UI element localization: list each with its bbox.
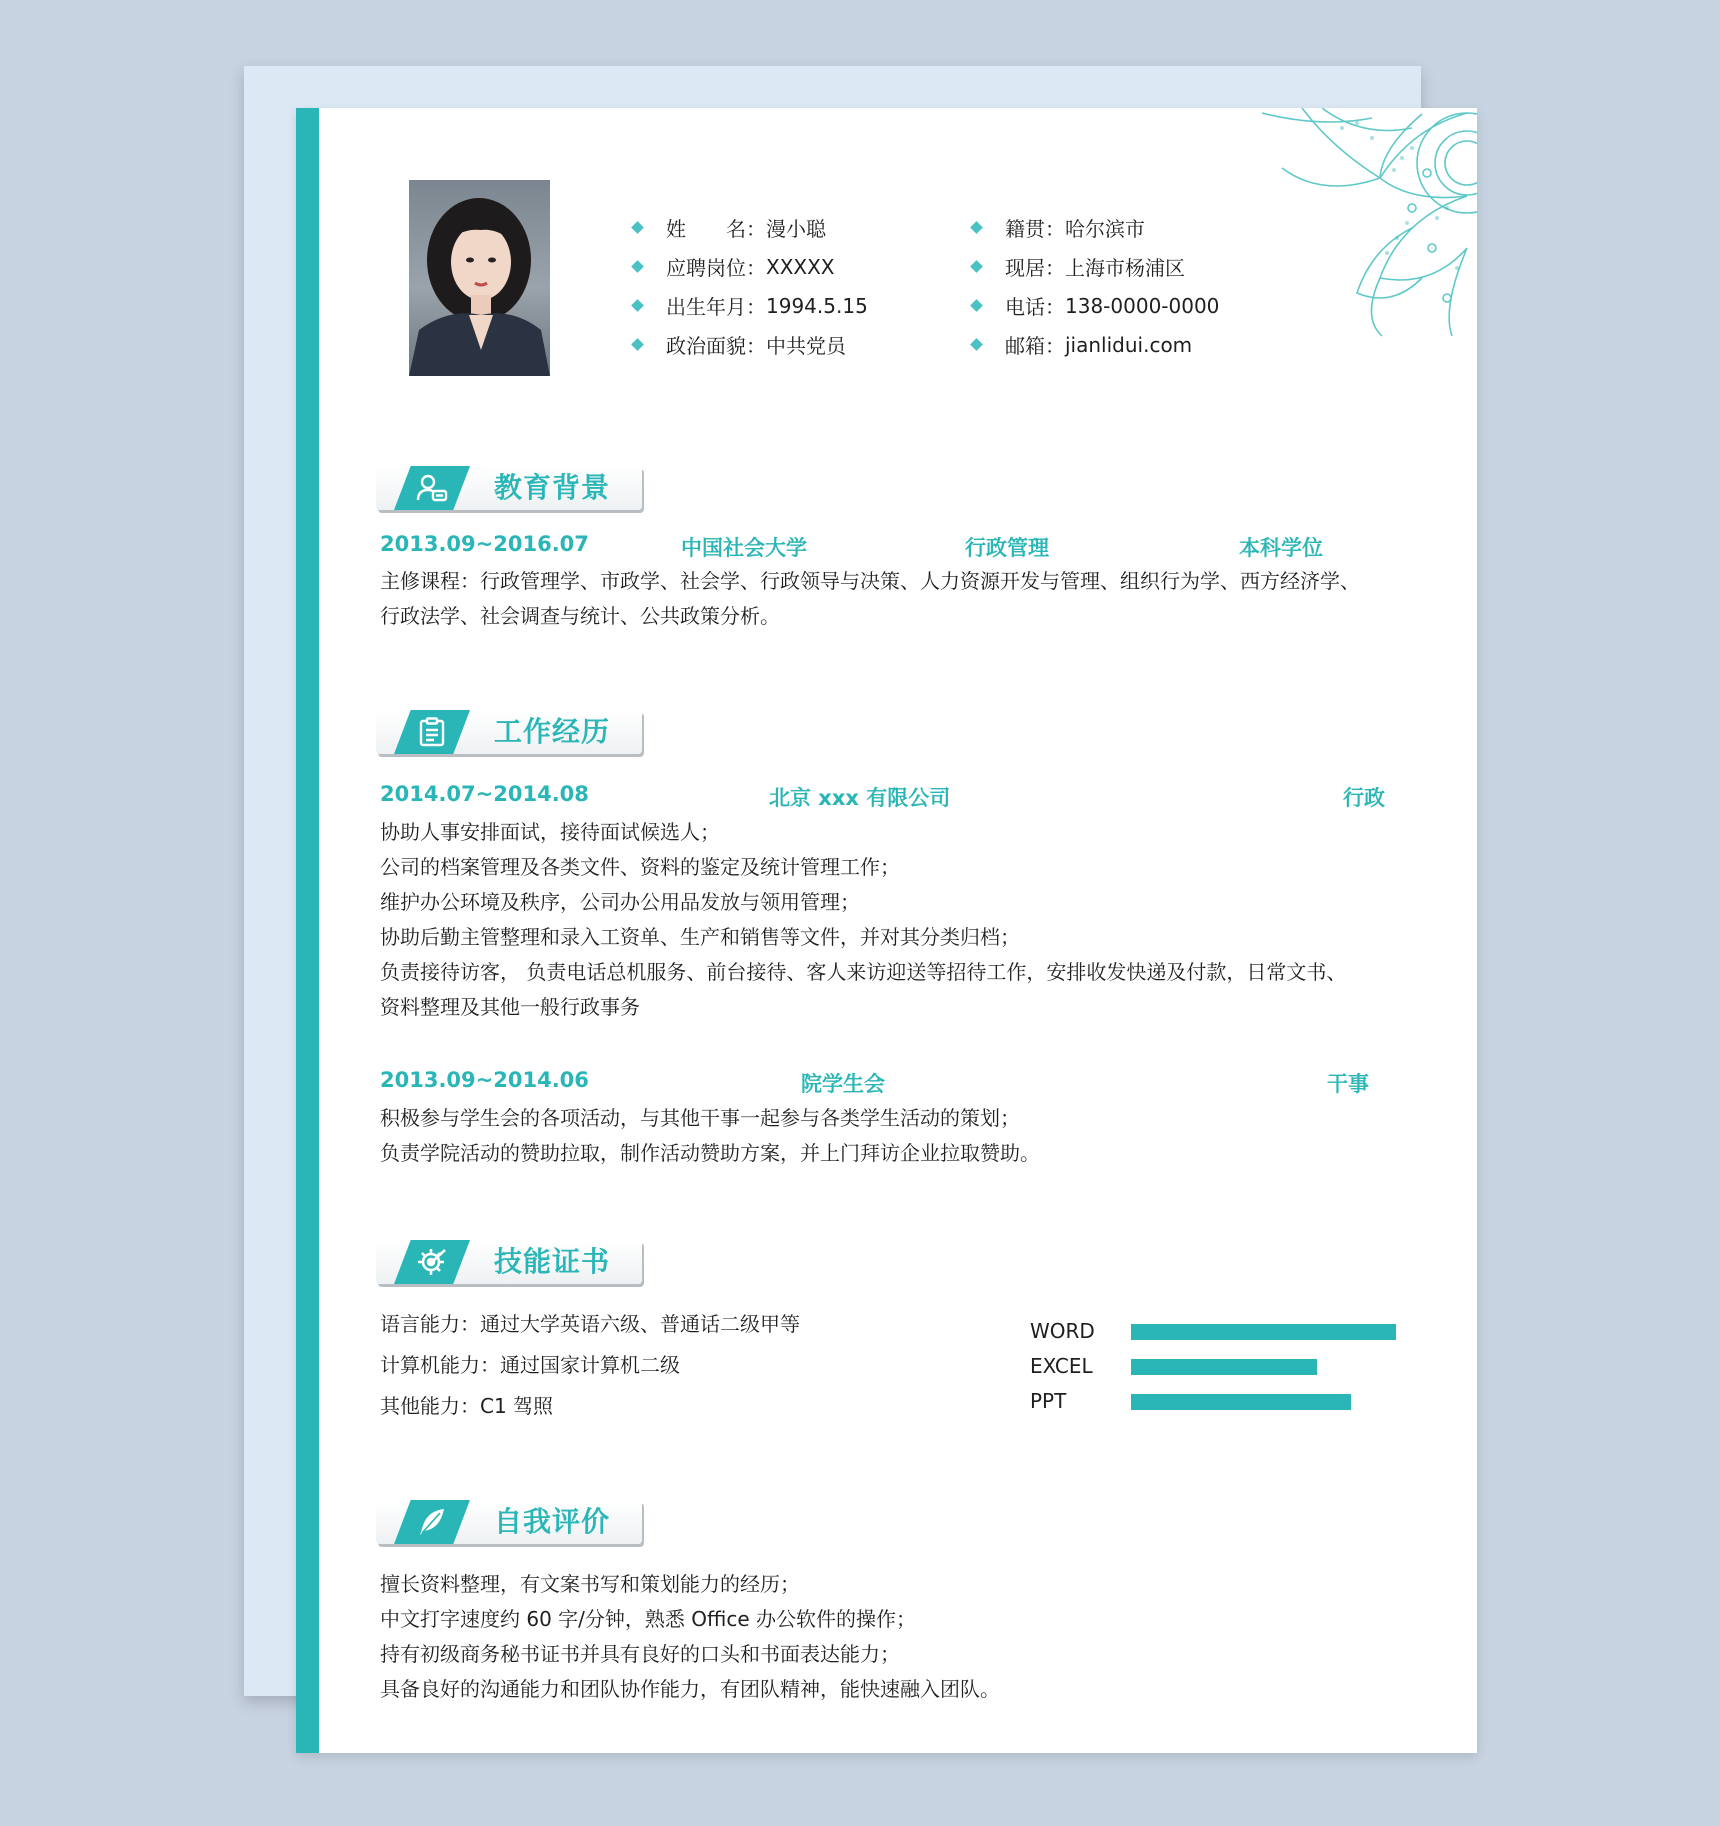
job-description xyxy=(380,1101,1040,1171)
info-label: 邮箱： xyxy=(1005,334,1065,358)
skill-word-label: WORD xyxy=(1030,1319,1095,1343)
text-line: 维护办公环境及秩序，公司办公用品发放与领用管理； xyxy=(380,890,860,914)
text-line: 公司的档案管理及各类文件、资料的鉴定及统计管理工作； xyxy=(380,855,900,879)
evaluation-text xyxy=(380,1567,1000,1707)
text-line: 计算机能力：通过国家计算机二级 xyxy=(380,1353,680,1377)
text-line: 中文打字速度约 60 字/分钟，熟悉 Office 办公软件的操作； xyxy=(380,1607,916,1631)
text-line: 协助后勤主管整理和录入工资单、生产和销售等文件，并对其分类归档； xyxy=(380,925,1020,949)
job-organization: 北京 xxx 有限公司 xyxy=(769,786,951,810)
education-major: 行政管理 xyxy=(965,536,1049,560)
text-line: 语言能力：通过大学英语六级、普通话二级甲等 xyxy=(380,1312,800,1336)
education-degree: 本科学位 xyxy=(1239,536,1323,560)
skills-section-header xyxy=(376,1236,646,1288)
info-position-row xyxy=(633,247,868,286)
text-line: 具备良好的沟通能力和团队协作能力，有团队精神，能快速融入团队。 xyxy=(380,1677,1000,1701)
skill-word-bar xyxy=(1131,1324,1396,1340)
info-label: 出生年月： xyxy=(666,295,766,319)
text-line: 主修课程：行政管理学、市政学、社会学、行政领导与决策、人力资源开发与管理、组织行为学、西方经济学、 xyxy=(380,569,1360,593)
skill-ppt-bar xyxy=(1131,1394,1351,1410)
job-organization: 院学生会 xyxy=(801,1072,885,1096)
info-label: 籍贯： xyxy=(1005,217,1065,241)
evaluation-section-header xyxy=(376,1496,646,1548)
info-value: 哈尔滨市 xyxy=(1065,217,1145,241)
diamond-bullet-icon xyxy=(631,299,644,312)
info-value: XXXXX xyxy=(766,254,835,279)
education-courses xyxy=(380,564,1360,634)
text-line: 擅长资料整理，有文案书写和策划能力的经历； xyxy=(380,1572,800,1596)
info-phone-row xyxy=(972,286,1219,325)
text-line: 协助人事安排面试，接待面试候选人； xyxy=(380,820,720,844)
info-value: 漫小聪 xyxy=(766,217,826,241)
diamond-bullet-icon xyxy=(631,338,644,351)
job-period: 2014.07~2014.08 xyxy=(380,782,589,806)
text-line: 持有初级商务秘书证书并具有良好的口头和书面表达能力； xyxy=(380,1642,900,1666)
info-label: 应聘岗位： xyxy=(666,256,766,280)
education-period: 2013.09~2016.07 xyxy=(380,532,589,556)
info-value: 1994.5.15 xyxy=(766,293,868,318)
diamond-bullet-icon xyxy=(631,260,644,273)
section-title: 自我评价 xyxy=(494,1505,611,1538)
info-residence-row xyxy=(972,247,1219,286)
skill-ppt-label: PPT xyxy=(1030,1389,1067,1413)
info-value: jianlidui.com xyxy=(1065,332,1193,357)
text-line: 行政法学、社会调查与统计、公共政策分析。 xyxy=(380,604,780,628)
resume-sheet xyxy=(296,108,1477,1753)
info-label: 电话： xyxy=(1005,295,1065,319)
info-email-row xyxy=(972,325,1219,364)
text-line: 积极参与学生会的各项活动，与其他干事一起参与各类学生活动的策划； xyxy=(380,1106,1020,1130)
section-title: 教育背景 xyxy=(494,471,611,504)
info-hometown-row xyxy=(972,208,1219,247)
mandala-ornament xyxy=(1262,108,1477,338)
skill-excel-bar xyxy=(1131,1359,1317,1375)
text-line: 负责学院活动的赞助拉取，制作活动赞助方案，并上门拜访企业拉取赞助。 xyxy=(380,1141,1040,1165)
basic-info-right xyxy=(972,208,1219,364)
info-value: 中共党员 xyxy=(766,334,846,358)
education-section-header xyxy=(376,462,646,514)
skills-list xyxy=(380,1304,800,1427)
diamond-bullet-icon xyxy=(631,221,644,234)
job-period: 2013.09~2014.06 xyxy=(380,1068,589,1092)
profile-photo xyxy=(409,180,550,376)
info-label: 姓 名： xyxy=(666,217,766,241)
info-label: 现居： xyxy=(1005,256,1065,280)
basic-info-left xyxy=(633,208,868,364)
info-value: 138-0000-0000 xyxy=(1065,293,1220,318)
text-line: 资料整理及其他一般行政事务 xyxy=(380,995,640,1019)
diamond-bullet-icon xyxy=(970,299,983,312)
avatar xyxy=(409,180,550,376)
diamond-bullet-icon xyxy=(970,260,983,273)
info-name-row xyxy=(633,208,868,247)
accent-side-bar xyxy=(296,108,319,1753)
education-school: 中国社会大学 xyxy=(681,536,807,560)
section-title: 技能证书 xyxy=(494,1245,611,1278)
skill-excel-label: EXCEL xyxy=(1030,1354,1093,1378)
info-label: 政治面貌： xyxy=(666,334,766,358)
job-description xyxy=(380,815,1346,1025)
info-birth-row xyxy=(633,286,868,325)
diamond-bullet-icon xyxy=(970,338,983,351)
text-line: 其他能力：C1 驾照 xyxy=(380,1394,554,1418)
diamond-bullet-icon xyxy=(970,221,983,234)
info-political-row xyxy=(633,325,868,364)
job-role: 行政 xyxy=(1343,786,1385,810)
info-value: 上海市杨浦区 xyxy=(1065,256,1185,280)
section-title: 工作经历 xyxy=(494,715,611,748)
text-line: 负责接待访客， 负责电话总机服务、前台接待、客人来访迎送等招待工作，安排收发快递及付款，日常文书、 xyxy=(380,960,1347,984)
work-section-header xyxy=(376,706,646,758)
job-role: 干事 xyxy=(1327,1072,1369,1096)
